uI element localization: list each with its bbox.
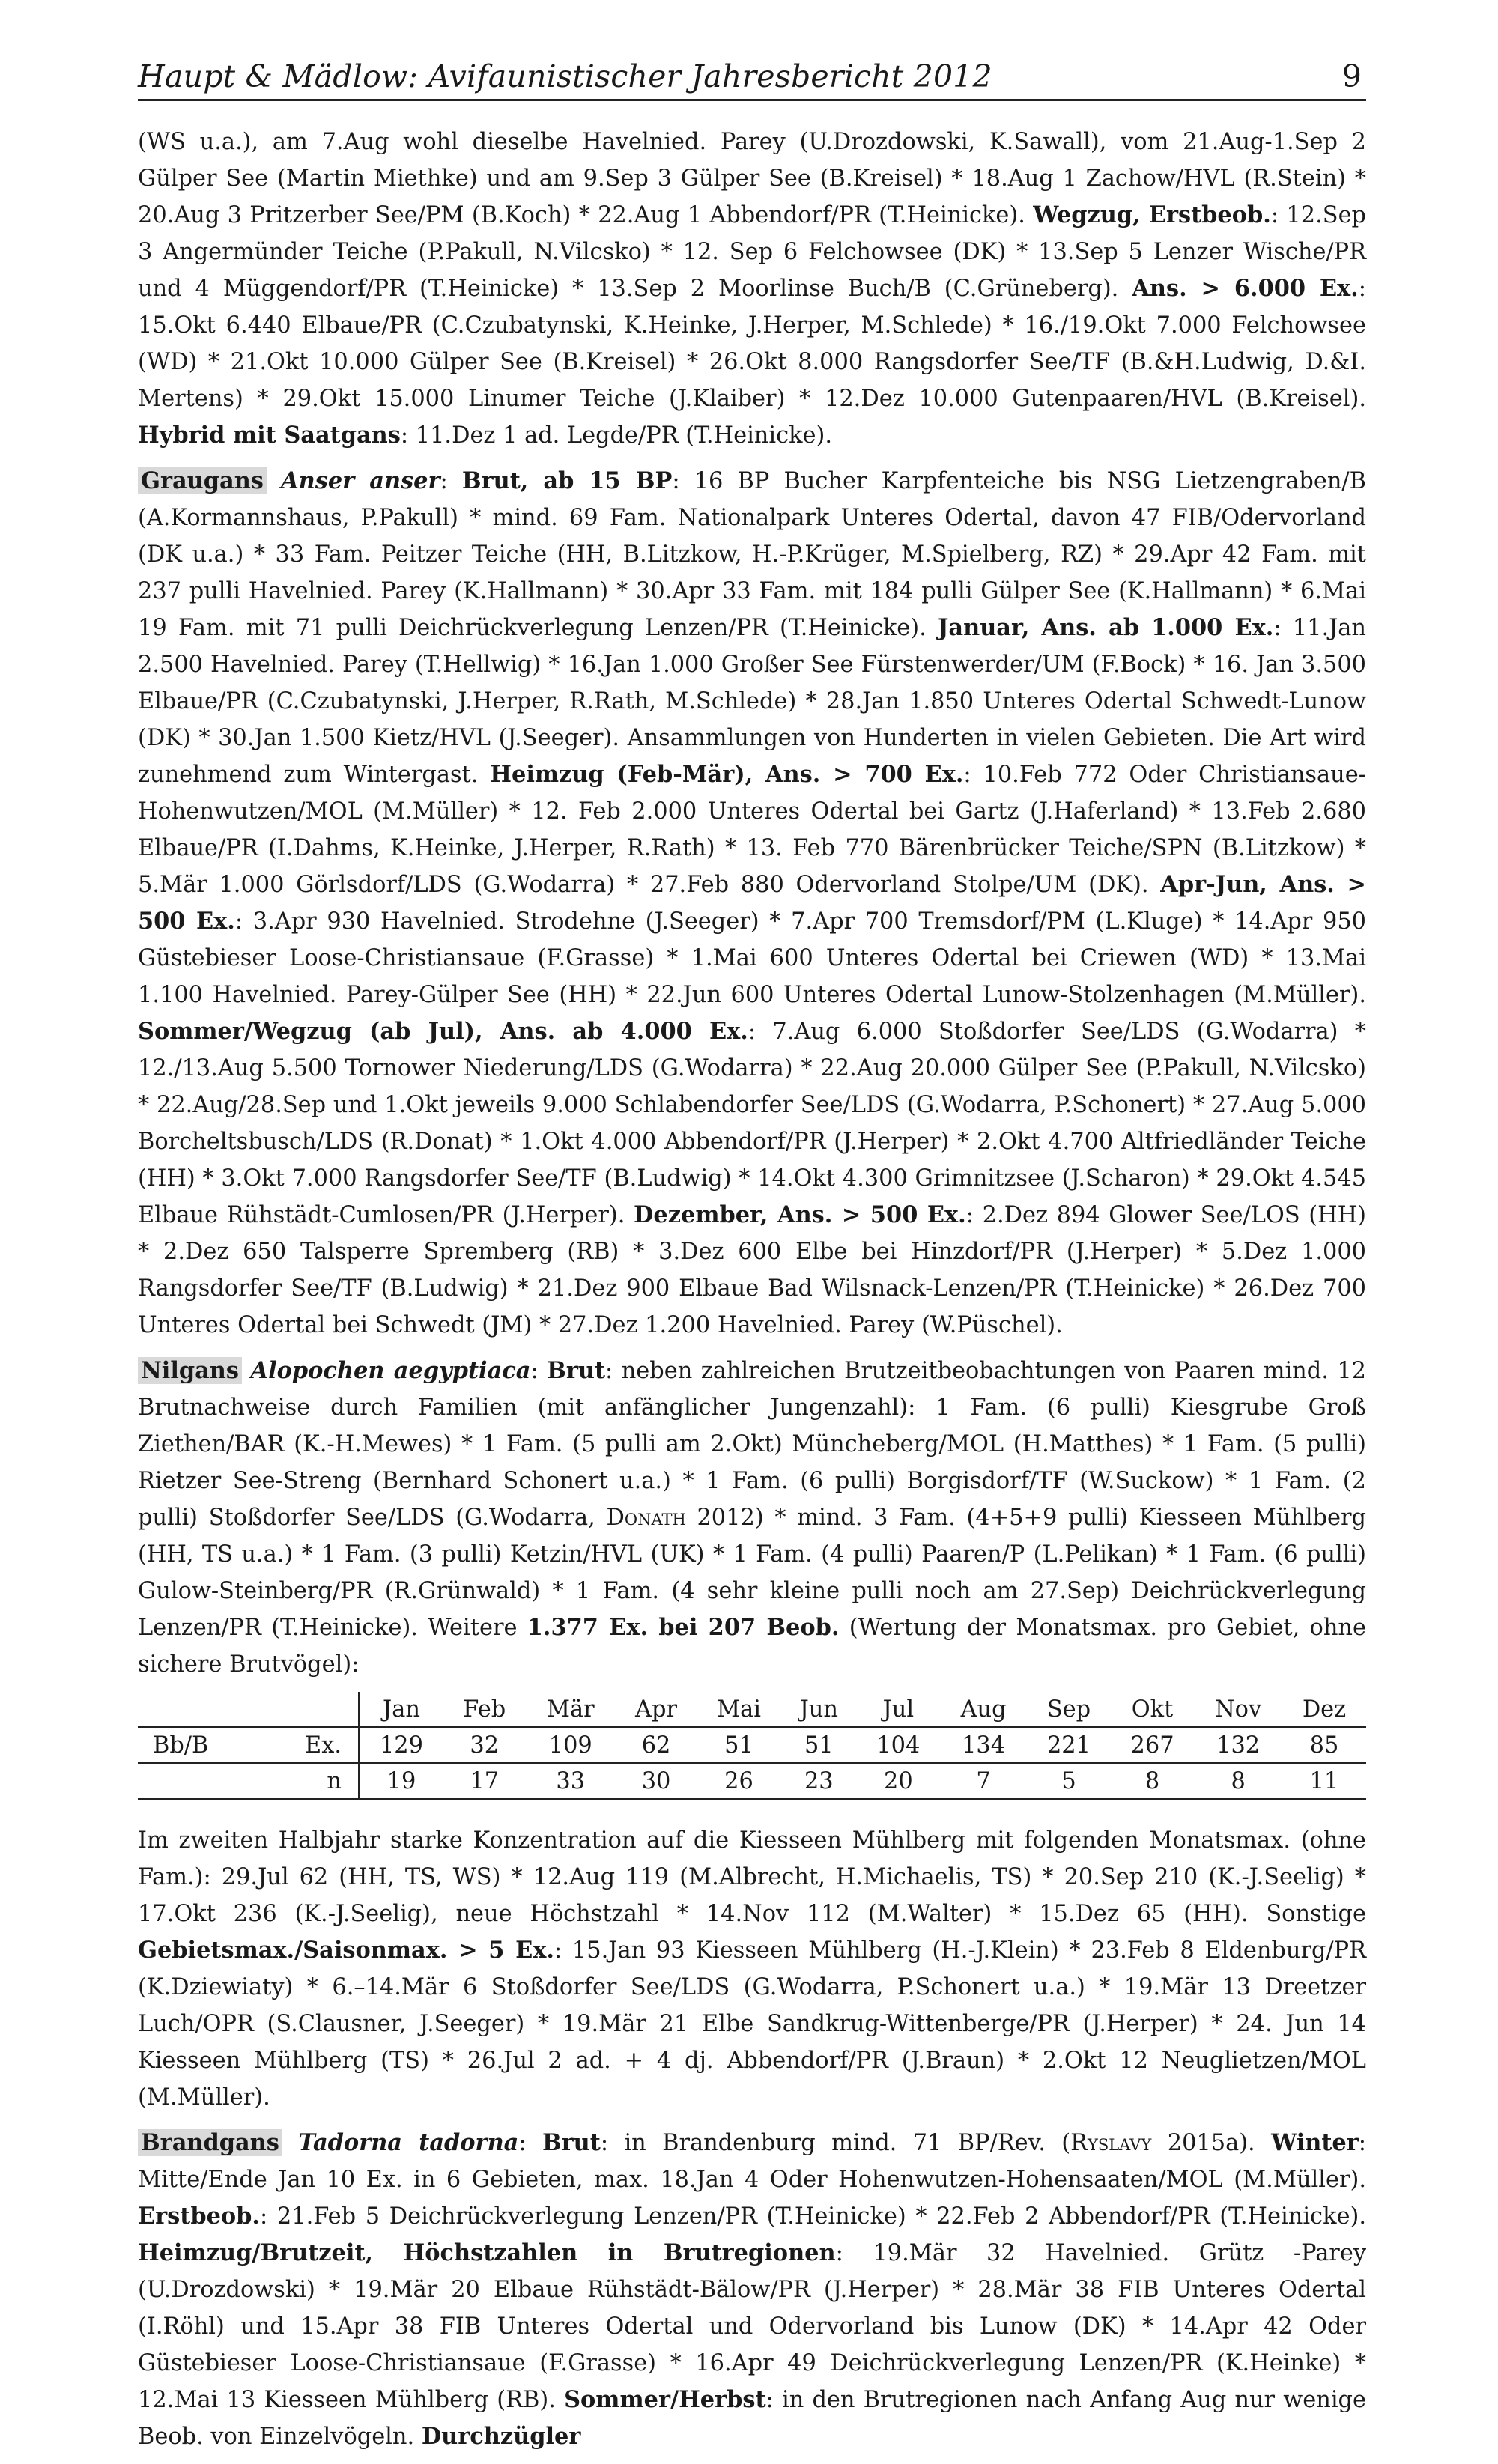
species-name: Nilgans (138, 1357, 242, 1384)
bold-heading: Heimzug (Feb-Mär), Ans. > 700 Ex. (490, 761, 964, 788)
table-cell: 8 (1111, 1763, 1194, 1799)
table-cell: 5 (1027, 1763, 1111, 1799)
paragraph-brandgans (138, 2125, 1366, 2455)
text-run: : (518, 2130, 542, 2156)
table-corner (270, 1692, 359, 1727)
text-run: : neben zahlreichen Brutzeitbeobachtungen von Paaren mind. 12 Brutnachweise durch Familien (mit anfänglicher Jungenzahl): 1 Fam. (6 pulli) Kiesgrube Groß Ziethen/BAR (K.-H.Mewes) * 1 Fam. (5 pulli am 2.Okt) Müncheberg/MOL (H.Matthes) * 1 Fam. (5 pulli) Rietzer See-Streng (Bernhard Schonert u.a.) * 1 Fam. (6 pulli) Borgisdorf/TF (W.Suckow) * 1 Fam. (2 pulli) Stoßdorfer See/LDS (G.Wodarra, (138, 1358, 1366, 1531)
month-header: Mär (526, 1692, 616, 1727)
table-row-n (138, 1763, 1366, 1799)
table-cell: 85 (1282, 1727, 1366, 1763)
scientific-name: Tadorna tadorna (298, 2129, 519, 2156)
text-run: : in Brandenburg mind. 71 BP/Rev. ( (600, 2130, 1071, 2156)
table-cell: 32 (443, 1727, 526, 1763)
table-cell: 62 (616, 1727, 697, 1763)
month-header: Mai (697, 1692, 781, 1727)
month-header: Okt (1111, 1692, 1194, 1727)
table-cell: 20 (857, 1763, 940, 1799)
text-run: : 21.Feb 5 Deichrückverlegung Lenzen/PR (T.Heinicke) * 22.Feb 2 Abbendorf/PR (T.Heinicke). (260, 2203, 1366, 2230)
month-header: Nov (1194, 1692, 1282, 1727)
bold-heading: Sommer/Herbst (564, 2386, 766, 2413)
unit-label: Ex. (270, 1727, 359, 1763)
bold-heading: Wegzug, Erstbeob. (1033, 201, 1271, 228)
text-run: : 2.Dez 894 Glower See/LOS (HH) * 2.Dez 650 Talsperre Spremberg (RB) * 3.Dez 600 Elbe bei Hinzdorf/PR (J.Herper) * 5.Dez 1.000 Rangsdorfer See/TF (B.Ludwig) * 21.Dez 900 Elbaue Bad Wilsnack-Lenzen/PR (T.Heinicke) * 26.Dez 700 Unteres Odertal bei Schwedt (JM) * 27.Dez 1.200 Havelnied. Parey (W.Püschel). (138, 1202, 1366, 1338)
month-header: Feb (443, 1692, 526, 1727)
text-run: : (440, 468, 462, 494)
bold-heading: Sommer/Wegzug (ab Jul), Ans. ab 4.000 Ex. (138, 1018, 748, 1045)
bold-heading: Gebietsmax./Saisonmax. > 5 Ex. (138, 1937, 554, 1964)
page (138, 58, 1366, 2464)
month-header: Jan (359, 1692, 443, 1727)
text-run: : in den Brutregionen nach Anfang Aug nur wenige Beob. von Einzelvögeln. (138, 2387, 1366, 2450)
table-cell: 33 (526, 1763, 616, 1799)
month-header: Dez (1282, 1692, 1366, 1727)
bold-heading: Brut, ab 15 BP (461, 467, 673, 494)
text-run: : 7.Aug 6.000 Stoßdorfer See/LDS (G.Wodarra) * 12./13.Aug 5.500 Tornower Niederung/LDS (G.Wodarra) * 22.Aug 20.000 Gülper See (P.Pakull, N.Vilcsko) * 22.Aug/28.Sep und 1.Okt jeweils 9.000 Schlabendorfer See/LDS (G.Wodarra, P.Schonert) * 27.Aug 5.000 Borcheltsbusch/LDS (R.Donat) * 1.Okt 4.000 Abbendorf/PR (J.Herper) * 2.Okt 4.700 Altfriedländer Teiche (HH) * 3.Okt 7.000 Rangsdorfer See/TF (B.Ludwig) * 14.Okt 4.300 Grimnitzsee (J.Scharon) * 29.Okt 4.545 Elbaue Rühstädt-Cumlosen/PR (J.Herper). (138, 1019, 1366, 1228)
text-run: 2012) * mind. 3 Fam. (4+5+9 pulli) Kiesseen Mühlberg (HH, TS u.a.) * 1 Fam. (3 pulli) Ketzin/HVL (UK) * 1 Fam. (4 pulli) Paaren/P (L.Pelikan) * 1 Fam. (6 pulli) Gulow-Steinberg/PR (R.Grünwald) * 1 Fam. (4 sehr kleine pulli noch am 27.Sep) Deichrückverlegung Lenzen/PR (T.Heinicke). Weitere (138, 1505, 1366, 1641)
table-row-ex (138, 1727, 1366, 1763)
text-run: (Wertung der Monatsmax. pro Gebiet, ohne sichere Brutvögel): (138, 1615, 1366, 1678)
month-header: Sep (1027, 1692, 1111, 1727)
table-header-row (138, 1692, 1366, 1727)
bold-heading: Winter (1271, 2129, 1359, 2156)
bold-heading: Ans. > 6.000 Ex. (1132, 275, 1359, 302)
text-run: : 10.Feb 772 Oder Christiansaue-Hohenwutzen/MOL (M.Müller) * 12. Feb 2.000 Unteres Odertal bei Gartz (J.Haferland) * 13.Feb 2.680 Elbaue/PR (I.Dahms, K.Heinke, J.Herper, R.Rath) * 13. Feb 770 Bärenbrücker Teiche/SPN (B.Litzkow) * 5.Mär 1.000 Görlsdorf/LDS (G.Wodarra) * 27.Feb 880 Odervorland Stolpe/UM (DK). (138, 762, 1366, 898)
species-name: Graugans (138, 467, 267, 494)
bold-heading: Erstbeob. (138, 2203, 261, 2230)
table-cell: 51 (781, 1727, 857, 1763)
bold-heading: Heimzug/Brutzeit, Höchstzahlen in Brutregionen (138, 2239, 836, 2266)
bold-heading: Januar, Ans. ab 1.000 Ex. (938, 614, 1274, 641)
table-cell: 51 (697, 1727, 781, 1763)
paragraph-saatgans-continued (138, 124, 1366, 454)
paragraph-nilgans (138, 1353, 1366, 1683)
header-title: Haupt & Mädlow: Avifaunistischer Jahresbericht 2012 (138, 58, 992, 94)
bold-heading: Hybrid mit Saatgans (138, 422, 401, 449)
table-cell: 11 (1282, 1763, 1366, 1799)
text-run: : (530, 1358, 548, 1384)
bold-heading: Brut (547, 1357, 606, 1384)
month-header: Jul (857, 1692, 940, 1727)
region-label-empty (138, 1763, 270, 1799)
month-header: Aug (940, 1692, 1027, 1727)
table-cell: 129 (359, 1727, 443, 1763)
bold-heading: 1.377 Ex. bei 207 Beob. (527, 1614, 840, 1641)
table-cell: 19 (359, 1763, 443, 1799)
text-run: Im zweiten Halbjahr starke Konzentration auf die Kiesseen Mühlberg mit folgenden Monatsmax. (ohne Fam.): 29.Jul 62 (HH, TS, WS) * 12.Aug 119 (M.Albrecht, H.Michaelis, TS) * 20.Sep 210 (K.-J.Seelig) * 17.Okt 236 (K.-J.Seelig), neue Höchstzahl * 14.Nov 112 (M.Walter) * 15.Dez 65 (HH). Sonstige (138, 1827, 1366, 1927)
text-run: : 12.Sep 3 Angermünder Teiche (P.Pakull, N.Vilcsko) * 12. Sep 6 Felchowsee (DK) * 13.Sep 5 Lenzer Wische/PR und 4 Müggendorf/PR (T.Heinicke) * 13.Sep 2 Moorlinse Buch/B (C.Grüneberg). (138, 202, 1367, 302)
table-cell: 134 (940, 1727, 1027, 1763)
unit-label: n (270, 1763, 359, 1799)
text-run: : 15.Okt 6.440 Elbaue/PR (C.Czubatynski, K.Heinke, J.Herper, M.Schlede) * 16./19.Okt 7.000 Felchowsee (WD) * 21.Okt 10.000 Gülper See (B.Kreisel) * 26.Okt 8.000 Rangsdorfer See/TF (B.&H.Ludwig, D.&I. Mertens) * 29.Okt 15.000 Linumer Teiche (J.Klaiber) * 12.Dez 10.000 Gutenpaaren/HVL (B.Kreisel). (138, 276, 1366, 412)
author-citation: Ryslavy (1070, 2130, 1152, 2156)
paragraph-nilgans-second-half (138, 1822, 1366, 2116)
text-run: : 11.Jan 2.500 Havelnied. Parey (T.Hellwig) * 16.Jan 1.000 Großer See Fürstenwerder/UM (F.Bock) * 16. Jan 3.500 Elbaue/PR (C.Czubatynski, J.Herper, R.Rath, M.Schlede) * 28.Jan 1.850 Unteres Odertal Schwedt-Lunow (DK) * 30.Jan 1.500 Kietz/HVL (J.Seeger). Ansammlungen von Hunderten in vielen Gebieten. Die Art wird zunehmend zum Wintergast. (138, 615, 1366, 788)
text-run: : 19.Mär 32 Havelnied. Grütz -Parey (U.Drozdowski) * 19.Mär 20 Elbaue Rühstädt-Bälow/PR (J.Herper) * 28.Mär 38 FIB Unteres Odertal (I.Röhl) und 15.Apr 38 FIB Unteres Odertal und Odervorland bis Lunow (DK) * 14.Apr 42 Oder Güstebieser Loose-Christiansaue (F.Grasse) * 16.Apr 49 Deichrückverlegung Lenzen/PR (K.Heinke) * 12.Mai 13 Kiesseen Mühlberg (RB). (138, 2240, 1366, 2413)
table-corner (138, 1692, 270, 1727)
bold-heading: Brut (542, 2129, 601, 2156)
month-header: Apr (616, 1692, 697, 1727)
table-cell: 8 (1194, 1763, 1282, 1799)
table-cell: 23 (781, 1763, 857, 1799)
paragraph-graugans (138, 463, 1366, 1344)
text-run: 2015a). (1151, 2130, 1272, 2156)
text-run: : 15.Jan 93 Kiesseen Mühlberg (H.-J.Klein) * 23.Feb 8 Eldenburg/PR (K.Dziewiaty) * 6.–14.Mär 6 Stoßdorfer See/LDS (G.Wodarra, P.Schonert u.a.) * 19.Mär 13 Dreetzer Luch/OPR (S.Clausner, J.Seeger) * 19.Mär 21 Elbe Sandkrug-Wittenberge/PR (J.Herper) * 24. Jun 14 Kiesseen Mühlberg (TS) * 26.Jul 2 ad. + 4 dj. Abbendorf/PR (J.Braun) * 2.Okt 12 Neuglietzen/MOL (M.Müller). (138, 1937, 1366, 2111)
bold-heading: Dezember, Ans. > 500 Ex. (634, 1201, 966, 1228)
region-label: Bb/B (138, 1727, 270, 1763)
scientific-name: Alopochen aegyptiaca (250, 1357, 531, 1384)
article-body (138, 124, 1366, 2455)
text-run: : 3.Apr 930 Havelnied. Strodehne (J.Seeger) * 7.Apr 700 Tremsdorf/PM (L.Kluge) * 14.Apr 950 Güstebieser Loose-Christiansaue (F.Grasse) * 1.Mai 600 Unteres Odertal bei Criewen (WD) * 13.Mai 1.100 Havelnied. Parey-Gülper See (HH) * 22.Jun 600 Unteres Odertal Lunow-Stolzenhagen (M.Müller). (138, 908, 1366, 1008)
bold-heading: Apr-Jun, Ans. > 500 Ex. (138, 871, 1366, 935)
text-run: (WS u.a.), am 7.Aug wohl dieselbe Havelnied. Parey (U.Drozdowski, K.Sawall), vom 21.Aug-1.Sep 2 Gülper See (Martin Miethke) und am 9.Sep 3 Gülper See (B.Kreisel) * 18.Aug 1 Zachow/HVL (R.Stein) * 20.Aug 3 Pritzerber See/PM (B.Koch) * 22.Aug 1 Abbendorf/PR (T.Heinicke). (138, 129, 1366, 228)
monthly-max-table (138, 1692, 1366, 1800)
table-cell: 267 (1111, 1727, 1194, 1763)
text-run: : 16 BP Bucher Karpfenteiche bis NSG Lietzengraben/B (A.Kormannshaus, P.Pakull) * mind. 69 Fam. Nationalpark Unteres Odertal, davon 47 FIB/Odervorland (DK u.a.) * 33 Fam. Peitzer Teiche (HH, B.Litzkow, H.-P.Krüger, M.Spielberg, RZ) * 29.Apr 42 Fam. mit 237 pulli Havelnied. Parey (K.Hallmann) * 30.Apr 33 Fam. mit 184 pulli Gülper See (K.Hallmann) * 6.Mai 19 Fam. mit 71 pulli Deichrückverlegung Lenzen/PR (T.Heinicke). (138, 468, 1366, 641)
table-cell: 7 (940, 1763, 1027, 1799)
page-number: 9 (1341, 58, 1362, 94)
table-cell: 104 (857, 1727, 940, 1763)
table-cell: 30 (616, 1763, 697, 1799)
species-name: Brandgans (138, 2129, 282, 2156)
text-run: : Mitte/Ende Jan 10 Ex. in 6 Gebieten, max. 18.Jan 4 Oder Hohenwutzen-Hohensaaten/MOL (M.Müller). (138, 2130, 1366, 2193)
running-header (138, 58, 1366, 101)
table-cell: 132 (1194, 1727, 1282, 1763)
author-citation: Donath (606, 1505, 686, 1531)
table-cell: 221 (1027, 1727, 1111, 1763)
table-cell: 109 (526, 1727, 616, 1763)
text-run: : 11.Dez 1 ad. Legde/PR (T.Heinicke). (400, 422, 833, 449)
table-cell: 26 (697, 1763, 781, 1799)
scientific-name: Anser anser (281, 467, 440, 494)
table-cell: 17 (443, 1763, 526, 1799)
month-header: Jun (781, 1692, 857, 1727)
bold-heading: Durchzügler (421, 2423, 581, 2450)
